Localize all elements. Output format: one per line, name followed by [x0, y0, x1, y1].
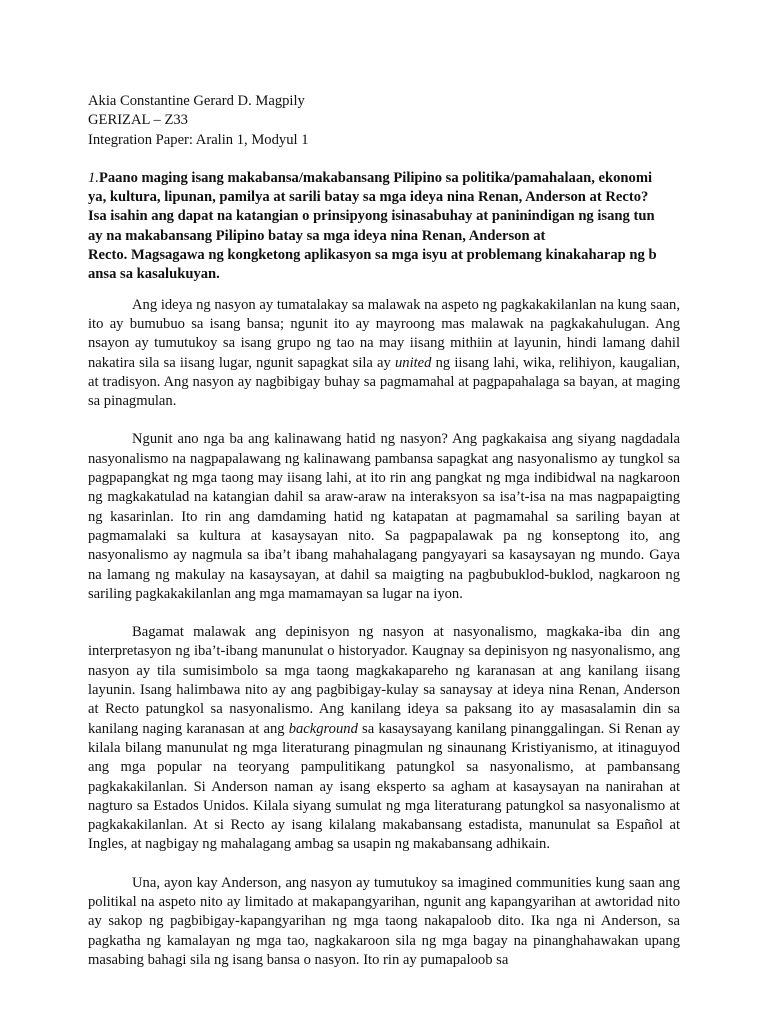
question-line-4: ay na makabansang Pilipino batay sa mga ideya nina Renan, Anderson at [88, 227, 546, 244]
paragraph-3-text-a: Bagamat malawak ang depinisyon ng nasyon at nasyonalismo, magkaka-iba din ang interpretasyon ng iba’t-ibang manunulat o historyador. Kaugnay sa depinisyon ng nasyonalismo, ang nasyon ay tila sumisimbolo sa mga taong magkakapareho ng karanasan at ang kanilang iisang layunin. Isang halimbawa nito ay ang pagbibigay-kulay sa sanaysay at ideya nina Renan, Anderson at Recto patungkol sa nasyonalismo. Ang kanilang ideya sa paksang ito ay masasalamin din sa kanilang naging karanasan at ang [88, 624, 680, 737]
paragraph-4: Una, ayon kay Anderson, ang nasyon ay tumutukoy sa imagined communities kung saan ang politikal na aspeto nito ay limitado at makapangyarihan, ngunit ang kapangyarihan at awtoridad nito ay sakop ng pagbibigay-kapangyarihan ng mga taong nakapaloob dito. Ika nga ni Anderson, sa pagkatha ng kamalayan ng mga tao, nagkakaroon sila ng mga bagay na pinanghahawakan upang masabing bahagi sila ng isang bansa o nasyon. Ito rin ay pumapaloob sa [88, 874, 680, 968]
question-block [88, 169, 680, 285]
question-line-1 [88, 169, 680, 188]
paragraph-1-text-b: ng iisang lahi, wika, relihiyon, kaugalian, at tradisyon. Ang nasyon ay nagbibigay buhay sa pagmamahal at pagpapahalaga sa bayan, at maging sa pinagmulan. [88, 354, 680, 410]
paragraph-3-text-b: sa kasaysayang kanilang pinanggalingan. Si Renan ay kilala bilang manunulat ng mga literaturang pinagmulan ng sinaunang Kristiyanismo, at itinaguyod ang mga popular na teoryang pampulitikang patungkol sa nasyonalismo, at pambansang pagkakakilanlan. Si Anderson naman ay isang eksperto sa agham at kasaysayan na nanirahan at nagturo sa Estados Unidos. Kilala siyang sumulat ng mga literaturang patungkol sa nasyonalismo at pagkakakilanlan. At si Recto ay isang kilalang makabansang estadista, manunulat sa Español at Ingles, at nagbigay ng mahalagang ambag sa usapin ng makabansang adhikain. [88, 720, 680, 853]
question-line-2: ya, kultura, lipunan, pamilya at sarili batay sa mga ideya nina Renan, Anderson at Recto? [88, 189, 649, 206]
paragraph-3 [88, 623, 680, 855]
paragraph-2: Ngunit ano nga ba ang kalinawang hatid ng nasyon? Ang pagkakaisa ang siyang nagdadala nasyonalismo na nagpapalawang ng kalinawang pambansa sapagkat ang nasyonalismo ay tungkol sa pagpapangkat ng mga taong may iisang lahi, at ito rin ang pangkat ng mga indibidwal na nagkaroon ng magkakatulad na katangian dahil sa araw-araw na interaksyon sa isa’t-isa na mas nagpapaigting ng kasarinlan. Ito rin ang damdaming hatid ng katapatan at pagmamahal sa sariling bayan at pagmamalaki sa kultura at kasaysayan nito. Sa pagpapalawak pa ng konseptong ito, ang nasyonalismo ay nagmula sa iba’t ibang mahahalagang pangyayari sa kasaysayan ng mundo. Gaya na lamang ng makulay na kasaysayan, at dahil sa maigting na pagbubuklod-buklod, nagkaroon ng sariling pagkakakilanlan ang mga mamamayan sa lugar na iyon. [88, 431, 680, 602]
author-name: Akia Constantine Gerard D. Magpily [88, 93, 305, 109]
document-page [88, 92, 680, 970]
paragraph-1-text-a: Ang ideya ng nasyon ay tumatalakay sa malawak na aspeto ng pagkakakilanlan na kung saan, ito ay bumubuo sa isang bansa; ngunit ito ay mayroong mas malawak na pagkakahulugan. Ang nsayon ay tumutukoy sa isang grupo ng tao na may iisang mithiin at layunin, hindi lamang dahil nakatira sila sa iisang lugar, ngunit sapagkat sila ay [88, 296, 680, 371]
paragraph-3-italic: background [288, 720, 358, 737]
question-line-5: Recto. Magsagawa ng kongketong aplikasyon sa mga isyu at problemang kinakaharap ng b [88, 247, 657, 264]
course-code: GERIZAL – Z33 [88, 112, 188, 129]
question-line-3: Isa isahin ang dapat na katangian o prinsipyong isinasabuhay at paninindigan ng isang tun [88, 208, 655, 225]
paper-title: Integration Paper: Aralin 1, Modyul 1 [88, 131, 309, 148]
question-text-1: Paano maging isang makabansa/makabansang Pilipino sa politika/pamahalaan, ekonomi [98, 169, 653, 186]
question-number: 1. [88, 169, 99, 186]
paragraph-1 [88, 296, 680, 412]
question-line-6: ansa sa kasalukuyan. [88, 266, 220, 283]
paragraph-1-italic: united [394, 354, 432, 371]
